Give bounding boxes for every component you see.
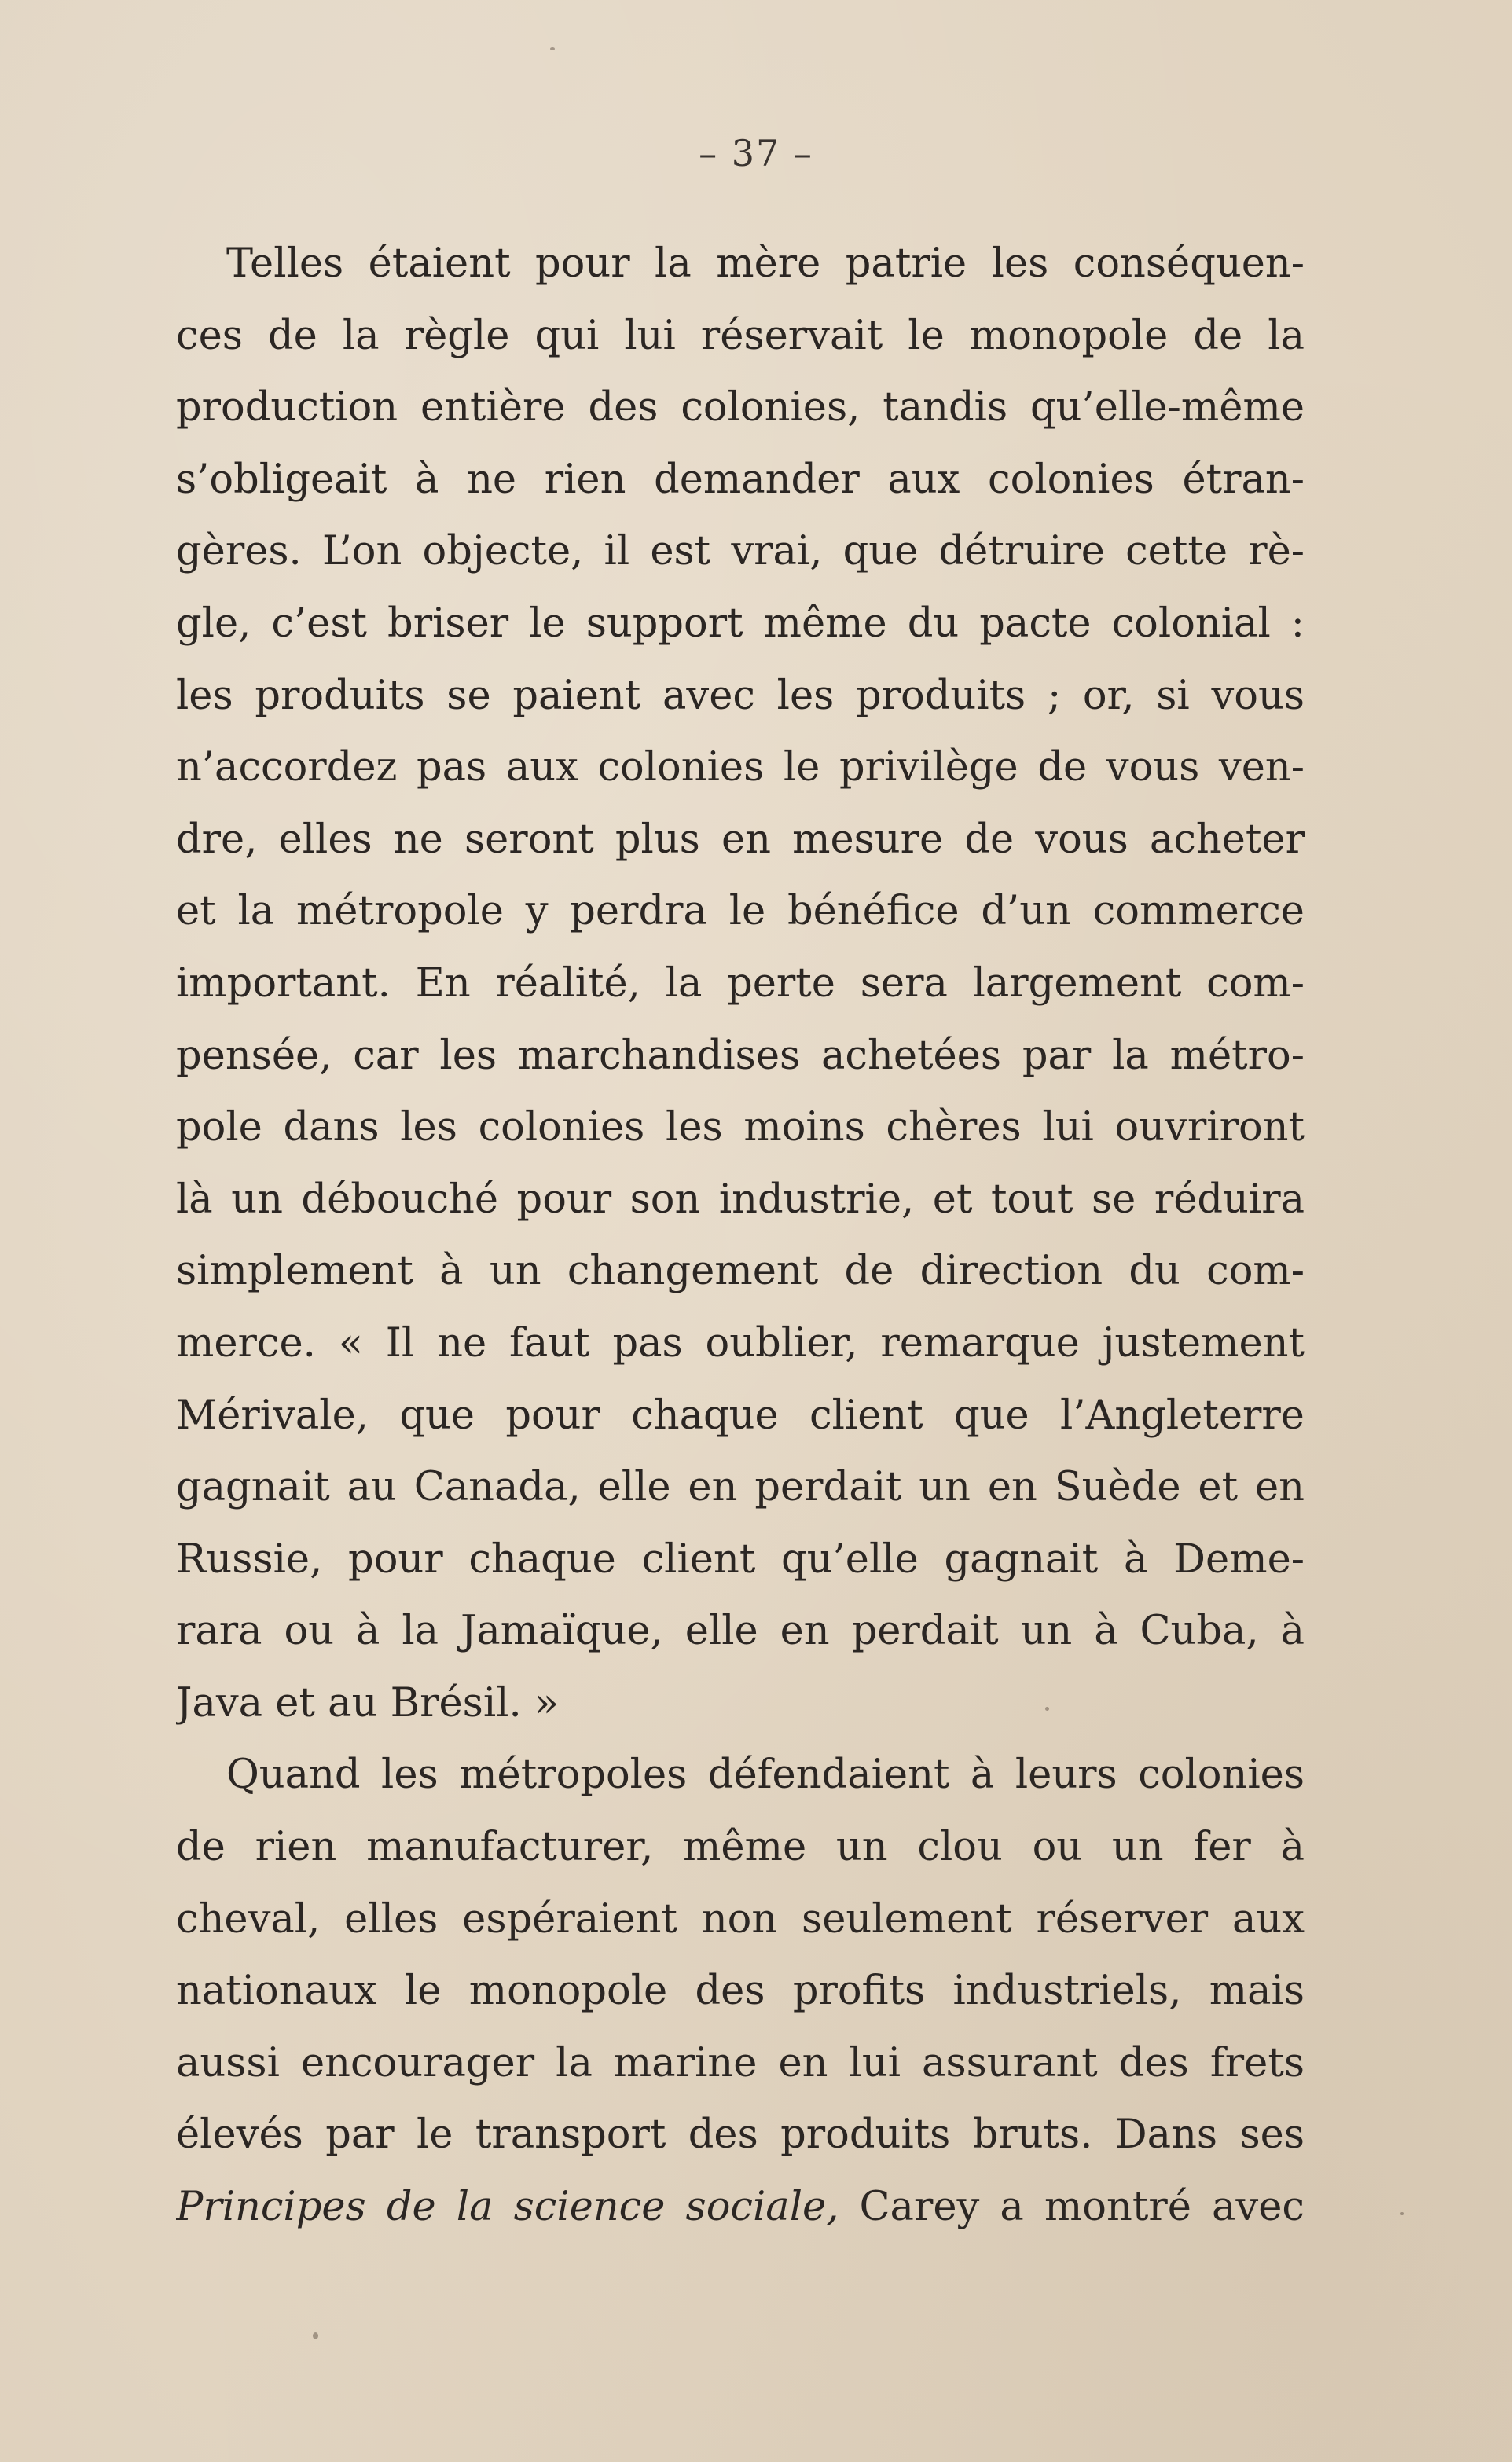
text-line: Telles étaient pour la mère patrie les conséquen- (226, 240, 1305, 287)
text-line: nationaux le monopole des profits industriels, mais (176, 1968, 1305, 2015)
text-line: merce. « Il ne faut pas oublier, remarque justement (176, 1319, 1305, 1367)
paper-speck (550, 47, 555, 50)
text-line: là un débouché pour son industrie, et tout se réduira (176, 1176, 1305, 1223)
paper-speck (1045, 1707, 1049, 1711)
text-line: Russie, pour chaque client qu’elle gagnait à Deme- (176, 1536, 1305, 1583)
paper-speck (1400, 2212, 1404, 2215)
text-line: production entière des colonies, tandis qu’elle-même (176, 384, 1305, 431)
text-line: gagnait au Canada, elle en perdait un en Suède et en (176, 1464, 1305, 1511)
paper-speck (313, 2332, 318, 2339)
text-line: gle, c’est briser le support même du pacte colonial : (176, 600, 1305, 647)
text-line: Quand les métropoles défendaient à leurs colonies (226, 1752, 1305, 1799)
text-line: Java et au Brésil. » (176, 1679, 560, 1726)
text-line: ces de la règle qui lui réservait le monopole de la (176, 312, 1305, 359)
text-line: élevés par le transport des produits bruts. Dans ses (176, 2112, 1305, 2159)
text-line: rara ou à la Jamaïque, elle en perdait un à Cuba, à (176, 1608, 1305, 1655)
text-line-final (176, 2171, 1305, 2244)
text-line: dre, elles ne seront plus en mesure de vous acheter (176, 816, 1305, 863)
final-line-rest: Carey a montré avec (839, 2184, 1305, 2231)
text-line: Mérivale, que pour chaque client que l’Angleterre (176, 1392, 1305, 1439)
text-line: et la métropole y perdra le bénéfice d’un commerce (176, 888, 1305, 935)
text-line: n’accordez pas aux colonies le privilège de vous ven- (176, 744, 1305, 791)
text-line: les produits se paient avec les produits ; or, si vous (176, 672, 1305, 719)
body-text (176, 228, 1305, 2244)
text-line: cheval, elles espéraient non seulement réserver aux (176, 1895, 1305, 1943)
text-line: simplement à un changement de direction du com- (176, 1248, 1305, 1295)
text-line: gères. L’on objecte, il est vrai, que détruire cette rè- (176, 528, 1305, 575)
page-number: – 37 – (699, 132, 813, 174)
text-line: de rien manufacturer, même un clou ou un fer à (176, 1824, 1305, 1871)
text-line: important. En réalité, la perte sera largement com- (176, 959, 1305, 1007)
text-line: pensée, car les marchandises achetées par la métro- (176, 1032, 1305, 1079)
text-line: aussi encourager la marine en lui assurant des frets (176, 2039, 1305, 2086)
text-line: s’obligeait à ne rien demander aux colonies étran- (176, 456, 1305, 503)
text-line: pole dans les colonies les moins chères lui ouvriront (176, 1104, 1305, 1151)
book-title-italic: Principes de la science sociale, (176, 2184, 839, 2231)
